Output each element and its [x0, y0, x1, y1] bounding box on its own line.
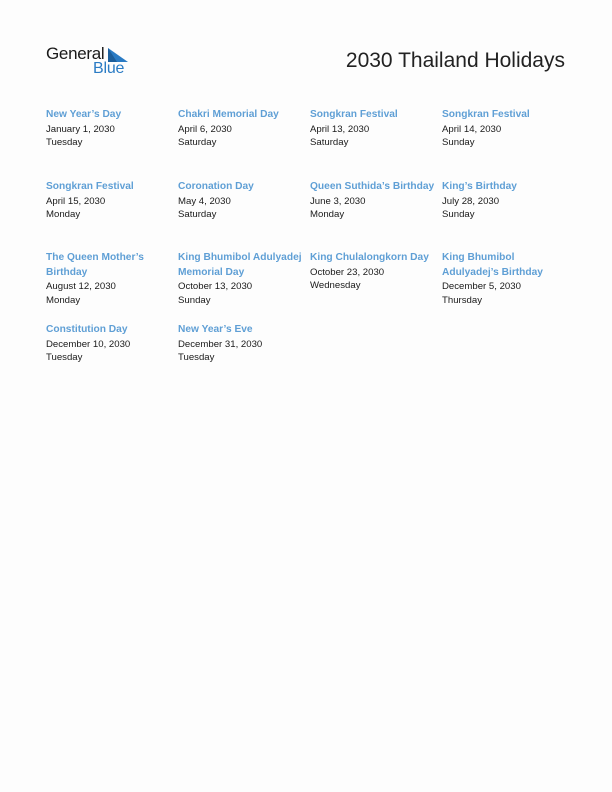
holiday-item — [46, 323, 178, 383]
holiday-item — [178, 323, 310, 383]
holiday-item — [178, 251, 310, 323]
holiday-name: King Chulalongkorn Day — [310, 252, 429, 263]
holiday-date: December 10, 2030 — [46, 338, 131, 350]
holiday-weekday: Saturday — [178, 209, 217, 220]
holiday-row — [46, 323, 574, 383]
holiday-item — [442, 108, 574, 180]
holiday-weekday: Tuesday — [46, 137, 83, 148]
holiday-date: December 31, 2030 — [178, 338, 263, 350]
holiday-weekday: Tuesday — [46, 352, 83, 363]
holiday-date: April 14, 2030 — [442, 123, 502, 135]
holiday-row — [46, 251, 574, 323]
holiday-date: October 23, 2030 — [310, 266, 385, 278]
holiday-date: July 28, 2030 — [442, 195, 500, 207]
holiday-date: October 13, 2030 — [178, 281, 253, 292]
holiday-row — [46, 180, 574, 251]
holiday-name: New Year’s Eve — [178, 324, 253, 335]
holiday-name: Songkran Festival — [46, 181, 134, 192]
holiday-name: King Bhumibol Adulyadej Memorial Day — [178, 252, 302, 278]
holiday-weekday: Monday — [46, 209, 81, 220]
holiday-weekday: Sunday — [442, 209, 475, 220]
holiday-item — [46, 108, 178, 180]
holiday-weekday: Saturday — [178, 137, 217, 148]
holiday-item — [310, 180, 442, 251]
holiday-item — [442, 251, 574, 323]
holiday-weekday: Sunday — [442, 137, 475, 148]
holiday-weekday: Monday — [46, 294, 81, 306]
holiday-date: August 12, 2030 — [46, 281, 116, 292]
holiday-date: May 4, 2030 — [178, 195, 231, 207]
holiday-date: December 5, 2030 — [442, 281, 521, 292]
holiday-item — [178, 108, 310, 180]
holiday-name: The Queen Mother’s Birthday — [46, 252, 144, 278]
brand-logo — [46, 44, 136, 80]
holiday-date: April 6, 2030 — [178, 123, 232, 135]
holiday-weekday: Thursday — [442, 294, 482, 306]
holiday-row — [46, 108, 574, 180]
holiday-item — [310, 251, 442, 323]
holiday-item — [46, 251, 178, 323]
holiday-name: Chakri Memorial Day — [178, 109, 279, 120]
holiday-name: King Bhumibol Adulyadej’s Birthday — [442, 252, 543, 278]
holiday-name: King’s Birthday — [442, 181, 517, 192]
holiday-date: June 3, 2030 — [310, 195, 366, 207]
holiday-name: New Year’s Day — [46, 109, 122, 120]
holiday-item — [46, 180, 178, 251]
holiday-item — [178, 180, 310, 251]
holiday-item — [442, 180, 574, 251]
holiday-name: Constitution Day — [46, 324, 128, 335]
logo-text-blue: Blue — [93, 60, 125, 77]
holiday-weekday: Sunday — [178, 294, 211, 306]
holiday-weekday: Tuesday — [178, 352, 215, 363]
holiday-weekday: Monday — [310, 209, 345, 220]
holiday-date: January 1, 2030 — [46, 123, 115, 135]
page-title: 2030 Thailand Holidays — [345, 49, 565, 72]
holiday-name: Songkran Festival — [442, 109, 530, 120]
holiday-name: Queen Suthida’s Birthday — [310, 181, 435, 192]
holiday-name: Coronation Day — [178, 181, 254, 192]
holiday-weekday: Wednesday — [310, 280, 361, 291]
holiday-date: April 13, 2030 — [310, 123, 370, 135]
holiday-name: Songkran Festival — [310, 109, 398, 120]
holiday-weekday: Saturday — [310, 137, 349, 148]
holiday-item — [310, 108, 442, 180]
holiday-date: April 15, 2030 — [46, 195, 106, 207]
logo-text-general: General — [46, 44, 105, 63]
holiday-grid — [46, 108, 574, 383]
